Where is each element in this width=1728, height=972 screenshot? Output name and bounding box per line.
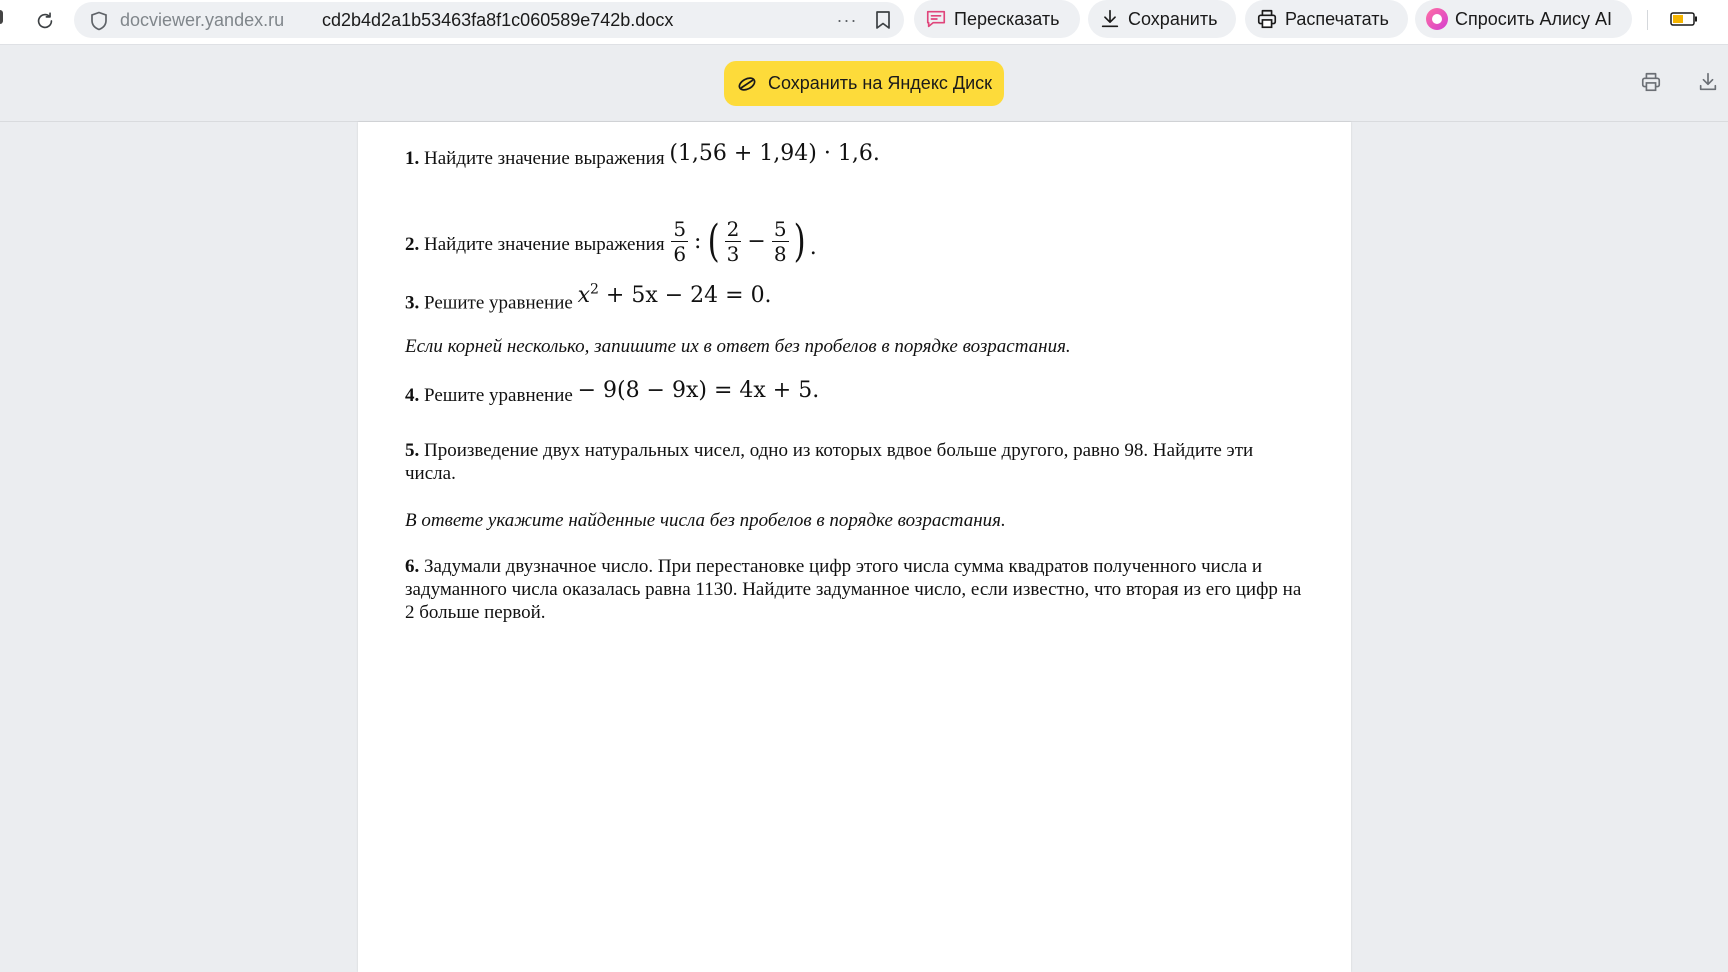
- question-2: [405, 215, 817, 279]
- question-text: Найдите значение выражения: [424, 234, 665, 255]
- fraction: [725, 218, 742, 265]
- question-5-note: В ответе укажите найденные числа без пробелов в порядке возрастания.: [405, 510, 1006, 531]
- address-bar[interactable]: [74, 2, 904, 38]
- question-5: [405, 439, 1305, 485]
- math-expression: [669, 215, 817, 267]
- browser-toolbar: [0, 0, 1728, 45]
- printer-icon: [1640, 71, 1662, 93]
- fraction-numerator: 5: [773, 217, 787, 241]
- question-text: Задумали двузначное число. При перестановке цифр этого числа сумма квадратов полученного числа и задуманного числа оказалась равна 1130. Найдите задуманное число, если известно, что вторая из его цифр на 2 больше первой.: [405, 556, 1302, 623]
- bookmark-button[interactable]: [871, 8, 895, 32]
- document-page: [358, 122, 1351, 972]
- retell-label: Пересказать: [954, 8, 1060, 29]
- battery-icon: [1670, 12, 1698, 26]
- download-icon: [1697, 71, 1719, 93]
- question-number: 4.: [405, 385, 420, 406]
- question-1: [405, 141, 880, 170]
- fraction-denominator: 6: [673, 242, 687, 266]
- shield-icon: [90, 11, 108, 31]
- math-expression: [578, 283, 772, 308]
- question-text: Произведение двух натуральных чисел, одно из которых вдвое больше другого, равно 98. Найдите эти числа.: [405, 440, 1254, 484]
- ask-alice-label: Спросить Алису AI: [1455, 8, 1613, 29]
- retell-button[interactable]: [914, 0, 1080, 38]
- question-text: Найдите значение выражения: [424, 148, 665, 169]
- toolbar-divider: [1647, 10, 1648, 30]
- viewer-toolbar: [0, 45, 1728, 122]
- retell-icon: [924, 7, 948, 31]
- alice-icon: [1425, 7, 1449, 31]
- url-domain: docviewer.yandex.ru: [120, 10, 285, 30]
- more-icon[interactable]: ···: [836, 9, 858, 30]
- question-text: Решите уравнение: [424, 385, 573, 406]
- right-paren: ): [793, 215, 806, 267]
- printer-icon: [1255, 7, 1279, 31]
- fraction: [671, 218, 688, 265]
- fraction: [772, 218, 789, 265]
- question-number: 3.: [405, 292, 420, 314]
- disk-icon: [736, 74, 758, 94]
- save-to-disk-button[interactable]: [724, 61, 1004, 106]
- math-expression: (1,56 + 1,94) · 1,6.: [669, 141, 880, 166]
- page-title: cd2b4d2a1b53463fa8f1c060589e742b.docx: [322, 10, 674, 30]
- question-number: 1.: [405, 148, 420, 169]
- reload-icon: [34, 10, 56, 32]
- question-3: [405, 282, 772, 314]
- math-exponent: 2: [589, 282, 599, 298]
- question-number: 6.: [405, 556, 420, 577]
- math-operator: −: [747, 229, 766, 254]
- fraction-numerator: 5: [673, 217, 687, 241]
- question-6: [405, 555, 1305, 624]
- left-paren: (: [708, 215, 721, 267]
- question-4: [405, 378, 820, 407]
- print-label: Распечатать: [1285, 8, 1389, 29]
- viewer-print-button[interactable]: [1640, 71, 1664, 95]
- save-button[interactable]: [1088, 0, 1236, 38]
- reload-button[interactable]: [30, 6, 60, 36]
- download-icon: [1098, 7, 1122, 31]
- ask-alice-button[interactable]: [1415, 0, 1632, 38]
- viewer-download-button[interactable]: [1697, 71, 1721, 95]
- question-text: Решите уравнение: [424, 292, 573, 314]
- save-to-disk-label: Сохранить на Яндекс Диск: [767, 73, 993, 93]
- fraction-denominator: 8: [773, 242, 787, 266]
- question-number: 2.: [405, 234, 420, 255]
- math-operator: .: [809, 235, 817, 260]
- fraction-denominator: 3: [726, 242, 740, 266]
- fraction-numerator: 2: [726, 217, 740, 241]
- print-button[interactable]: [1245, 0, 1408, 38]
- bookmark-icon: [875, 10, 891, 30]
- question-number: 5.: [405, 440, 420, 461]
- sidebar-edge-icon: [0, 10, 3, 24]
- math-expression: − 9(8 − 9x) = 4x + 5.: [577, 378, 820, 403]
- question-3-note: Если корней несколько, запишите их в ответ без пробелов в порядке возрастания.: [405, 336, 1071, 357]
- math-rest: + 5x − 24 = 0.: [598, 283, 772, 309]
- math-operator: :: [694, 229, 702, 254]
- math-variable: x: [577, 283, 590, 309]
- save-label: Сохранить: [1128, 8, 1218, 29]
